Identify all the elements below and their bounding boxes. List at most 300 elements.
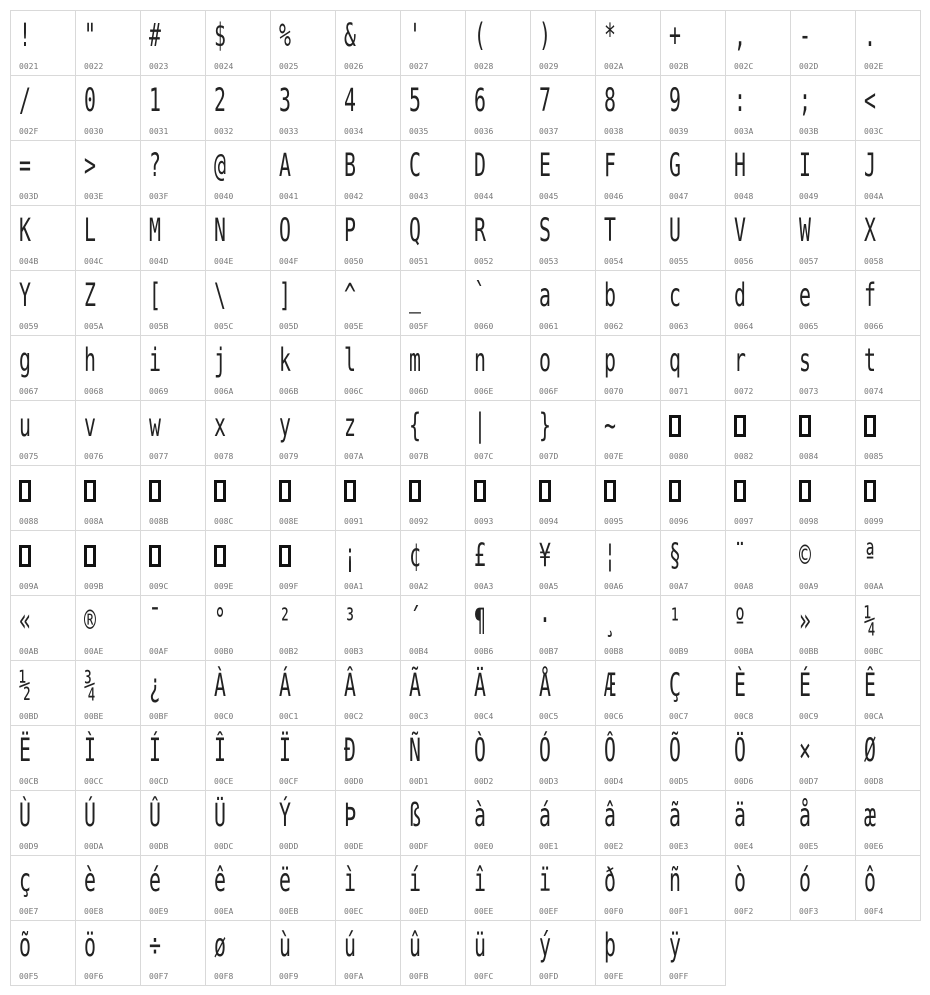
glyph-cell — [335, 400, 401, 466]
glyph-cell — [75, 790, 141, 856]
glyph-code-label: 0045 — [539, 192, 559, 201]
glyph-code-label: 002C — [734, 62, 754, 71]
notdef-box-icon — [279, 545, 291, 567]
notdef-box-icon — [799, 480, 811, 502]
glyph-code-label: 00CD — [149, 777, 169, 786]
glyph-code-label: 00E4 — [734, 842, 754, 851]
glyph-code-label: 0053 — [539, 257, 559, 266]
glyph-code-label: 004E — [214, 257, 234, 266]
glyph-code-label: 00BC — [864, 647, 884, 656]
glyph-sample: Ä — [474, 666, 486, 704]
glyph-sample: < — [864, 81, 876, 119]
notdef-box-icon — [214, 480, 226, 502]
glyph-code-label: 00EF — [539, 907, 559, 916]
glyph-sample: @ — [214, 146, 226, 184]
glyph-cell — [400, 660, 466, 726]
glyph-code-label: 0079 — [279, 452, 299, 461]
glyph-cell — [725, 725, 791, 791]
glyph-cell — [270, 660, 336, 726]
glyph-cell — [530, 400, 596, 466]
glyph-cell — [10, 205, 76, 271]
glyph-sample: _ — [409, 276, 421, 314]
glyph-sample: M — [149, 211, 161, 249]
glyph-cell — [205, 400, 271, 466]
glyph-code-label: 00DE — [344, 842, 364, 851]
glyph-sample: , — [734, 16, 746, 54]
glyph-cell — [400, 10, 466, 76]
glyph-code-label: 0028 — [474, 62, 494, 71]
glyph-cell — [855, 790, 921, 856]
glyph-sample: Ã — [409, 666, 421, 704]
glyph-cell — [10, 75, 76, 141]
glyph-code-label: 00D3 — [539, 777, 559, 786]
glyph-cell — [530, 595, 596, 661]
glyph-cell — [465, 400, 531, 466]
glyph-sample: í — [409, 861, 421, 899]
glyph-code-label: 0046 — [604, 192, 624, 201]
glyph-cell — [465, 140, 531, 206]
glyph-cell — [205, 660, 271, 726]
glyph-cell — [660, 660, 726, 726]
glyph-sample: d — [734, 276, 746, 314]
glyph-sample: Þ — [344, 796, 356, 834]
glyph-sample: 3 — [279, 81, 291, 119]
glyph-cell — [660, 920, 726, 986]
glyph-sample: × — [799, 731, 811, 769]
glyph-code-label: 0035 — [409, 127, 429, 136]
glyph-code-label: 00C4 — [474, 712, 494, 721]
glyph-code-label: 00C7 — [669, 712, 689, 721]
glyph-sample: ¹ — [669, 601, 681, 639]
glyph-code-label: 008C — [214, 517, 234, 526]
glyph-cell — [10, 790, 76, 856]
glyph-sample: º — [734, 601, 746, 639]
glyph-sample: Ó — [539, 731, 551, 769]
glyph-sample: à — [474, 796, 486, 834]
glyph-sample: " — [84, 16, 96, 54]
glyph-code-label: 0061 — [539, 322, 559, 331]
glyph-code-label: 009F — [279, 582, 299, 591]
glyph-sample: K — [19, 211, 31, 249]
glyph-code-label: 0076 — [84, 452, 104, 461]
glyph-cell — [75, 920, 141, 986]
glyph-cell — [660, 595, 726, 661]
glyph-sample: ì — [344, 861, 356, 899]
glyph-sample: W — [799, 211, 811, 249]
glyph-code-label: 0078 — [214, 452, 234, 461]
glyph-cell — [465, 10, 531, 76]
glyph-sample: # — [149, 16, 161, 54]
glyph-code-label: 00DC — [214, 842, 234, 851]
glyph-code-label: 00E0 — [474, 842, 494, 851]
glyph-sample: Y — [19, 276, 31, 314]
glyph-sample: ª — [864, 536, 876, 574]
glyph-sample: ¥ — [539, 536, 551, 574]
glyph-sample: Å — [539, 666, 551, 704]
glyph-sample: ô — [864, 861, 876, 899]
glyph-sample: ß — [409, 796, 421, 834]
glyph-cell — [855, 725, 921, 791]
glyph-code-label: 00A7 — [669, 582, 689, 591]
glyph-code-label: 00CE — [214, 777, 234, 786]
glyph-code-label: 0092 — [409, 517, 429, 526]
glyph-cell — [335, 140, 401, 206]
glyph-cell — [465, 725, 531, 791]
glyph-code-label: 00D2 — [474, 777, 494, 786]
glyph-cell — [595, 270, 661, 336]
glyph-sample: ³ — [344, 601, 356, 639]
glyph-cell — [10, 335, 76, 401]
glyph-code-label: 00E9 — [149, 907, 169, 916]
glyph-sample: 2 — [214, 81, 226, 119]
glyph-cell — [660, 270, 726, 336]
glyph-cell — [660, 530, 726, 596]
glyph-sample: n — [474, 341, 486, 379]
glyph-cell — [270, 725, 336, 791]
glyph-code-label: 00EE — [474, 907, 494, 916]
glyph-sample: q — [669, 341, 681, 379]
glyph-sample: Ì — [84, 731, 96, 769]
glyph-code-label: 003C — [864, 127, 884, 136]
glyph-cell — [595, 530, 661, 596]
glyph-sample: E — [539, 146, 551, 184]
glyph-code-label: 00FA — [344, 972, 364, 981]
glyph-code-label: 00EA — [214, 907, 234, 916]
glyph-sample: 0 — [84, 81, 96, 119]
glyph-cell — [725, 595, 791, 661]
glyph-code-label: 00DB — [149, 842, 169, 851]
glyph-cell — [530, 140, 596, 206]
glyph-sample: Ð — [344, 731, 356, 769]
glyph-code-label: 002A — [604, 62, 624, 71]
glyph-sample: o — [539, 341, 551, 379]
glyph-cell — [725, 10, 791, 76]
glyph-code-label: 0055 — [669, 257, 689, 266]
glyph-sample: e — [799, 276, 811, 314]
glyph-code-label: 00C0 — [214, 712, 234, 721]
glyph-cell — [205, 725, 271, 791]
glyph-code-label: 00E5 — [799, 842, 819, 851]
glyph-cell — [725, 530, 791, 596]
glyph-cell — [10, 920, 76, 986]
glyph-cell — [205, 10, 271, 76]
glyph-cell — [335, 10, 401, 76]
glyph-sample: ê — [214, 861, 226, 899]
notdef-box-icon — [149, 480, 161, 502]
glyph-sample: Æ — [604, 666, 616, 704]
glyph-cell — [205, 140, 271, 206]
glyph-sample: $ — [214, 16, 226, 54]
glyph-cell — [530, 725, 596, 791]
glyph-cell — [595, 205, 661, 271]
glyph-sample: k — [279, 341, 291, 379]
glyph-code-label: 003E — [84, 192, 104, 201]
glyph-code-label: 00CC — [84, 777, 104, 786]
glyph-cell — [465, 75, 531, 141]
glyph-code-label: 0066 — [864, 322, 884, 331]
glyph-sample: ã — [669, 796, 681, 834]
glyph-code-label: 0068 — [84, 387, 104, 396]
glyph-sample: . — [864, 16, 876, 54]
glyph-sample: X — [864, 211, 876, 249]
glyph-cell — [725, 465, 791, 531]
glyph-code-label: 0023 — [149, 62, 169, 71]
glyph-code-label: 007C — [474, 452, 494, 461]
glyph-sample: ´ — [409, 601, 421, 639]
glyph-code-label: 00C2 — [344, 712, 364, 721]
glyph-cell — [335, 75, 401, 141]
glyph-cell — [400, 465, 466, 531]
glyph-sample: ? — [149, 146, 161, 184]
glyph-sample: Ò — [474, 731, 486, 769]
glyph-code-label: 00F3 — [799, 907, 819, 916]
glyph-cell — [790, 10, 856, 76]
glyph-code-label: 004B — [19, 257, 39, 266]
glyph-code-label: 00CB — [19, 777, 39, 786]
glyph-sample: ÿ — [669, 926, 681, 964]
glyph-code-label: 0065 — [799, 322, 819, 331]
glyph-code-label: 007A — [344, 452, 364, 461]
glyph-sample: Õ — [669, 731, 681, 769]
glyph-sample: ø — [214, 926, 226, 964]
glyph-code-label: 0036 — [474, 127, 494, 136]
glyph-sample: Ö — [734, 731, 746, 769]
glyph-code-label: 00EB — [279, 907, 299, 916]
glyph-code-label: 0064 — [734, 322, 754, 331]
glyph-sample: Â — [344, 666, 356, 704]
glyph-code-label: 0057 — [799, 257, 819, 266]
glyph-code-label: 0032 — [214, 127, 234, 136]
glyph-cell — [790, 530, 856, 596]
glyph-code-label: 00C9 — [799, 712, 819, 721]
glyph-cell — [140, 205, 206, 271]
glyph-sample: » — [799, 601, 811, 639]
glyph-sample: ` — [474, 276, 486, 314]
glyph-cell — [270, 595, 336, 661]
glyph-sample: ý — [539, 926, 551, 964]
notdef-box-icon — [669, 480, 681, 502]
glyph-cell — [660, 335, 726, 401]
glyph-cell — [335, 270, 401, 336]
notdef-box-icon — [149, 545, 161, 567]
glyph-cell — [465, 270, 531, 336]
glyph-sample: ¶ — [474, 601, 486, 639]
glyph-code-label: 0041 — [279, 192, 299, 201]
glyph-code-label: 00FD — [539, 972, 559, 981]
notdef-box-icon — [864, 415, 876, 437]
glyph-sample: æ — [864, 796, 876, 834]
glyph-cell — [75, 205, 141, 271]
glyph-sample: ¸ — [604, 601, 616, 639]
glyph-sample: Á — [279, 666, 291, 704]
glyph-sample: > — [84, 146, 96, 184]
glyph-code-label: 006E — [474, 387, 494, 396]
glyph-code-label: 002E — [864, 62, 884, 71]
glyph-sample: N — [214, 211, 226, 249]
glyph-cell — [400, 725, 466, 791]
glyph-sample: ë — [279, 861, 291, 899]
glyph-cell — [790, 270, 856, 336]
glyph-code-label: 0094 — [539, 517, 559, 526]
glyph-cell — [465, 465, 531, 531]
glyph-cell — [725, 140, 791, 206]
glyph-cell — [75, 75, 141, 141]
glyph-sample: á — [539, 796, 551, 834]
glyph-cell — [140, 660, 206, 726]
glyph-cell — [595, 725, 661, 791]
glyph-sample: v — [84, 406, 96, 444]
glyph-code-label: 0029 — [539, 62, 559, 71]
glyph-code-label: 00BA — [734, 647, 754, 656]
glyph-sample: w — [149, 406, 161, 444]
glyph-code-label: 00F4 — [864, 907, 884, 916]
glyph-sample: F — [604, 146, 616, 184]
glyph-cell — [595, 335, 661, 401]
glyph-cell — [790, 660, 856, 726]
glyph-sample: R — [474, 211, 486, 249]
notdef-box-icon — [864, 480, 876, 502]
glyph-cell — [790, 400, 856, 466]
glyph-code-label: 0070 — [604, 387, 624, 396]
glyph-cell — [140, 270, 206, 336]
glyph-sample: & — [344, 16, 356, 54]
glyph-code-label: 00F0 — [604, 907, 624, 916]
glyph-code-label: 004C — [84, 257, 104, 266]
glyph-cell — [75, 10, 141, 76]
glyph-sample: f — [864, 276, 876, 314]
glyph-cell — [855, 530, 921, 596]
glyph-cell — [75, 530, 141, 596]
glyph-code-label: 0071 — [669, 387, 689, 396]
glyph-cell — [270, 920, 336, 986]
glyph-sample: ¨ — [734, 536, 746, 574]
notdef-box-icon — [669, 415, 681, 437]
glyph-code-label: 0098 — [799, 517, 819, 526]
glyph-code-label: 00CF — [279, 777, 299, 786]
glyph-cell — [465, 920, 531, 986]
glyph-cell — [140, 790, 206, 856]
glyph-sample: î — [474, 861, 486, 899]
glyph-sample: ð — [604, 861, 616, 899]
glyph-sample: G — [669, 146, 681, 184]
glyph-cell — [595, 595, 661, 661]
glyph-sample: * — [604, 16, 616, 54]
glyph-cell — [270, 855, 336, 921]
glyph-cell — [270, 790, 336, 856]
glyph-code-label: 005E — [344, 322, 364, 331]
glyph-cell — [75, 660, 141, 726]
glyph-code-label: 006C — [344, 387, 364, 396]
glyph-code-label: 0044 — [474, 192, 494, 201]
glyph-code-label: 00DF — [409, 842, 429, 851]
glyph-code-label: 0048 — [734, 192, 754, 201]
glyph-code-label: 0091 — [344, 517, 364, 526]
glyph-sample: 6 — [474, 81, 486, 119]
glyph-cell — [725, 660, 791, 726]
glyph-code-label: 0033 — [279, 127, 299, 136]
glyph-sample: U — [669, 211, 681, 249]
glyph-cell — [140, 595, 206, 661]
glyph-cell — [790, 335, 856, 401]
glyph-cell — [595, 10, 661, 76]
glyph-code-label: 00D4 — [604, 777, 624, 786]
glyph-code-label: 00E8 — [84, 907, 104, 916]
glyph-sample: ¡ — [344, 536, 356, 574]
glyph-code-label: 005F — [409, 322, 429, 331]
glyph-sample: S — [539, 211, 551, 249]
glyph-cell — [790, 75, 856, 141]
glyph-cell — [10, 530, 76, 596]
glyph-cell — [595, 920, 661, 986]
notdef-box-icon — [474, 480, 486, 502]
notdef-box-icon — [84, 480, 96, 502]
glyph-sample: 4 — [344, 81, 356, 119]
glyph-cell — [595, 790, 661, 856]
glyph-sample: Í — [149, 731, 161, 769]
glyph-code-label: 004D — [149, 257, 169, 266]
glyph-cell — [465, 595, 531, 661]
glyph-cell — [725, 790, 791, 856]
glyph-code-label: 00B8 — [604, 647, 624, 656]
glyph-code-label: 007E — [604, 452, 624, 461]
glyph-sample: - — [799, 16, 811, 54]
glyph-code-label: 00AF — [149, 647, 169, 656]
glyph-cell — [335, 465, 401, 531]
glyph-sample: } — [539, 406, 551, 444]
glyph-code-label: 00BD — [19, 712, 39, 721]
glyph-code-label: 00E1 — [539, 842, 559, 851]
glyph-code-label: 0031 — [149, 127, 169, 136]
glyph-code-label: 0056 — [734, 257, 754, 266]
glyph-code-label: 0080 — [669, 452, 689, 461]
glyph-code-label: 0049 — [799, 192, 819, 201]
glyph-code-label: 00B9 — [669, 647, 689, 656]
glyph-cell — [530, 270, 596, 336]
glyph-code-label: 0097 — [734, 517, 754, 526]
glyph-cell — [10, 855, 76, 921]
glyph-sample: É — [799, 666, 811, 704]
glyph-cell — [400, 140, 466, 206]
glyph-code-label: 0075 — [19, 452, 39, 461]
glyph-cell — [465, 790, 531, 856]
glyph-sample: J — [864, 146, 876, 184]
glyph-code-label: 00C8 — [734, 712, 754, 721]
glyph-cell — [270, 335, 336, 401]
glyph-code-label: 00CA — [864, 712, 884, 721]
glyph-cell — [660, 790, 726, 856]
glyph-sample: V — [734, 211, 746, 249]
glyph-cell — [335, 205, 401, 271]
glyph-code-label: 00D1 — [409, 777, 429, 786]
glyph-code-label: 0082 — [734, 452, 754, 461]
glyph-sample: · — [539, 601, 551, 639]
glyph-code-label: 005A — [84, 322, 104, 331]
glyph-code-label: 009B — [84, 582, 104, 591]
glyph-sample: h — [84, 341, 96, 379]
glyph-sample: å — [799, 796, 811, 834]
glyph-sample: û — [409, 926, 421, 964]
glyph-cell — [75, 335, 141, 401]
glyph-cell — [595, 855, 661, 921]
glyph-code-label: 0074 — [864, 387, 884, 396]
glyph-cell — [790, 140, 856, 206]
glyph-code-label: 0067 — [19, 387, 39, 396]
glyph-cell — [10, 595, 76, 661]
glyph-cell — [595, 75, 661, 141]
glyph-sample: s — [799, 341, 811, 379]
glyph-cell — [10, 140, 76, 206]
glyph-cell — [855, 270, 921, 336]
